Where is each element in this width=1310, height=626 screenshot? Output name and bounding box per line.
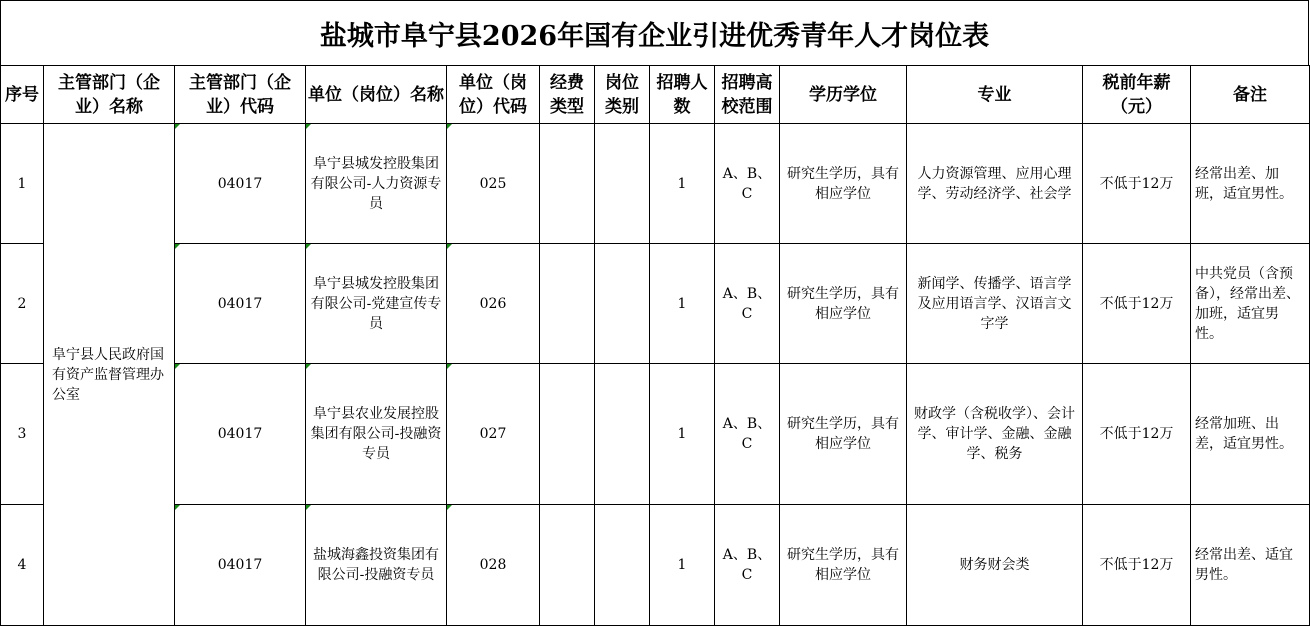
- header-unit-name: 单位（岗位）名称: [306, 66, 447, 124]
- header-row: [1, 66, 1310, 124]
- header-funding: 经费类型: [540, 66, 595, 124]
- table-row: [1, 244, 1310, 364]
- cell-major: 新闻学、传播学、语言学及应用语言学、汉语言文字学: [907, 244, 1083, 364]
- cell-schools: A、B、C: [715, 244, 780, 364]
- cell-unit-name: 阜宁县城发控股集团有限公司-党建宣传专员: [306, 244, 447, 364]
- header-no: 序号: [1, 66, 44, 124]
- positions-table: [0, 65, 1310, 626]
- cell-major: 财务财会类: [907, 505, 1083, 626]
- cell-funding: [540, 364, 595, 505]
- cell-category: [595, 505, 650, 626]
- cell-remark: 经常加班、出差，适宜男性。: [1191, 364, 1310, 505]
- cell-salary: 不低于12万: [1083, 364, 1191, 505]
- cell-unit-code: 025: [447, 124, 540, 244]
- table-row: [1, 364, 1310, 505]
- cell-unit-code: 028: [447, 505, 540, 626]
- header-dept-name: 主管部门（企业）名称: [44, 66, 175, 124]
- cell-schools: A、B、C: [715, 505, 780, 626]
- cell-unit-code: 026: [447, 244, 540, 364]
- cell-count: 1: [650, 124, 715, 244]
- cell-count: 1: [650, 505, 715, 626]
- cell-unit-name: 阜宁县农业发展控股集团有限公司-投融资专员: [306, 364, 447, 505]
- cell-major: 财政学（含税收学）、会计学、审计学、金融、金融学、税务: [907, 364, 1083, 505]
- title-box: [0, 0, 1309, 65]
- cell-remark: 经常出差、加班，适宜男性。: [1191, 124, 1310, 244]
- header-major: 专业: [907, 66, 1083, 124]
- header-remark: 备注: [1191, 66, 1310, 124]
- cell-salary: 不低于12万: [1083, 124, 1191, 244]
- table-row: [1, 124, 1310, 244]
- cell-category: [595, 124, 650, 244]
- cell-degree: 研究生学历，具有相应学位: [780, 244, 907, 364]
- cell-no: 1: [1, 124, 44, 244]
- cell-funding: [540, 505, 595, 626]
- header-dept-code: 主管部门（企业）代码: [175, 66, 306, 124]
- header-degree: 学历学位: [780, 66, 907, 124]
- cell-category: [595, 364, 650, 505]
- cell-count: 1: [650, 364, 715, 505]
- cell-no: 4: [1, 505, 44, 626]
- cell-unit-code: 027: [447, 364, 540, 505]
- header-unit-code: 单位（岗位）代码: [447, 66, 540, 124]
- cell-dept-code: 04017: [175, 505, 306, 626]
- header-category: 岗位类别: [595, 66, 650, 124]
- cell-count: 1: [650, 244, 715, 364]
- cell-funding: [540, 244, 595, 364]
- cell-degree: 研究生学历，具有相应学位: [780, 505, 907, 626]
- cell-no: 3: [1, 364, 44, 505]
- header-schools: 招聘高校范围: [715, 66, 780, 124]
- cell-funding: [540, 124, 595, 244]
- cell-remark: 经常出差、适宜男性。: [1191, 505, 1310, 626]
- cell-dept-code: 04017: [175, 364, 306, 505]
- page-title: 盐城市阜宁县2026年国有企业引进优秀青年人才岗位表: [319, 20, 990, 52]
- cell-dept-name: 阜宁县人民政府国有资产监督管理办公室: [44, 124, 175, 626]
- cell-remark: 中共党员（含预备），经常出差、加班，适宜男性。: [1191, 244, 1310, 364]
- cell-unit-name: 盐城海鑫投资集团有限公司-投融资专员: [306, 505, 447, 626]
- cell-degree: 研究生学历，具有相应学位: [780, 364, 907, 505]
- cell-category: [595, 244, 650, 364]
- cell-degree: 研究生学历，具有相应学位: [780, 124, 907, 244]
- cell-major: 人力资源管理、应用心理学、劳动经济学、社会学: [907, 124, 1083, 244]
- cell-salary: 不低于12万: [1083, 244, 1191, 364]
- cell-schools: A、B、C: [715, 124, 780, 244]
- cell-dept-code: 04017: [175, 124, 306, 244]
- cell-dept-code: 04017: [175, 244, 306, 364]
- cell-unit-name: 阜宁县城发控股集团有限公司-人力资源专员: [306, 124, 447, 244]
- cell-schools: A、B、C: [715, 364, 780, 505]
- header-salary: 税前年薪（元）: [1083, 66, 1191, 124]
- cell-no: 2: [1, 244, 44, 364]
- table-row: [1, 505, 1310, 626]
- cell-salary: 不低于12万: [1083, 505, 1191, 626]
- header-count: 招聘人数: [650, 66, 715, 124]
